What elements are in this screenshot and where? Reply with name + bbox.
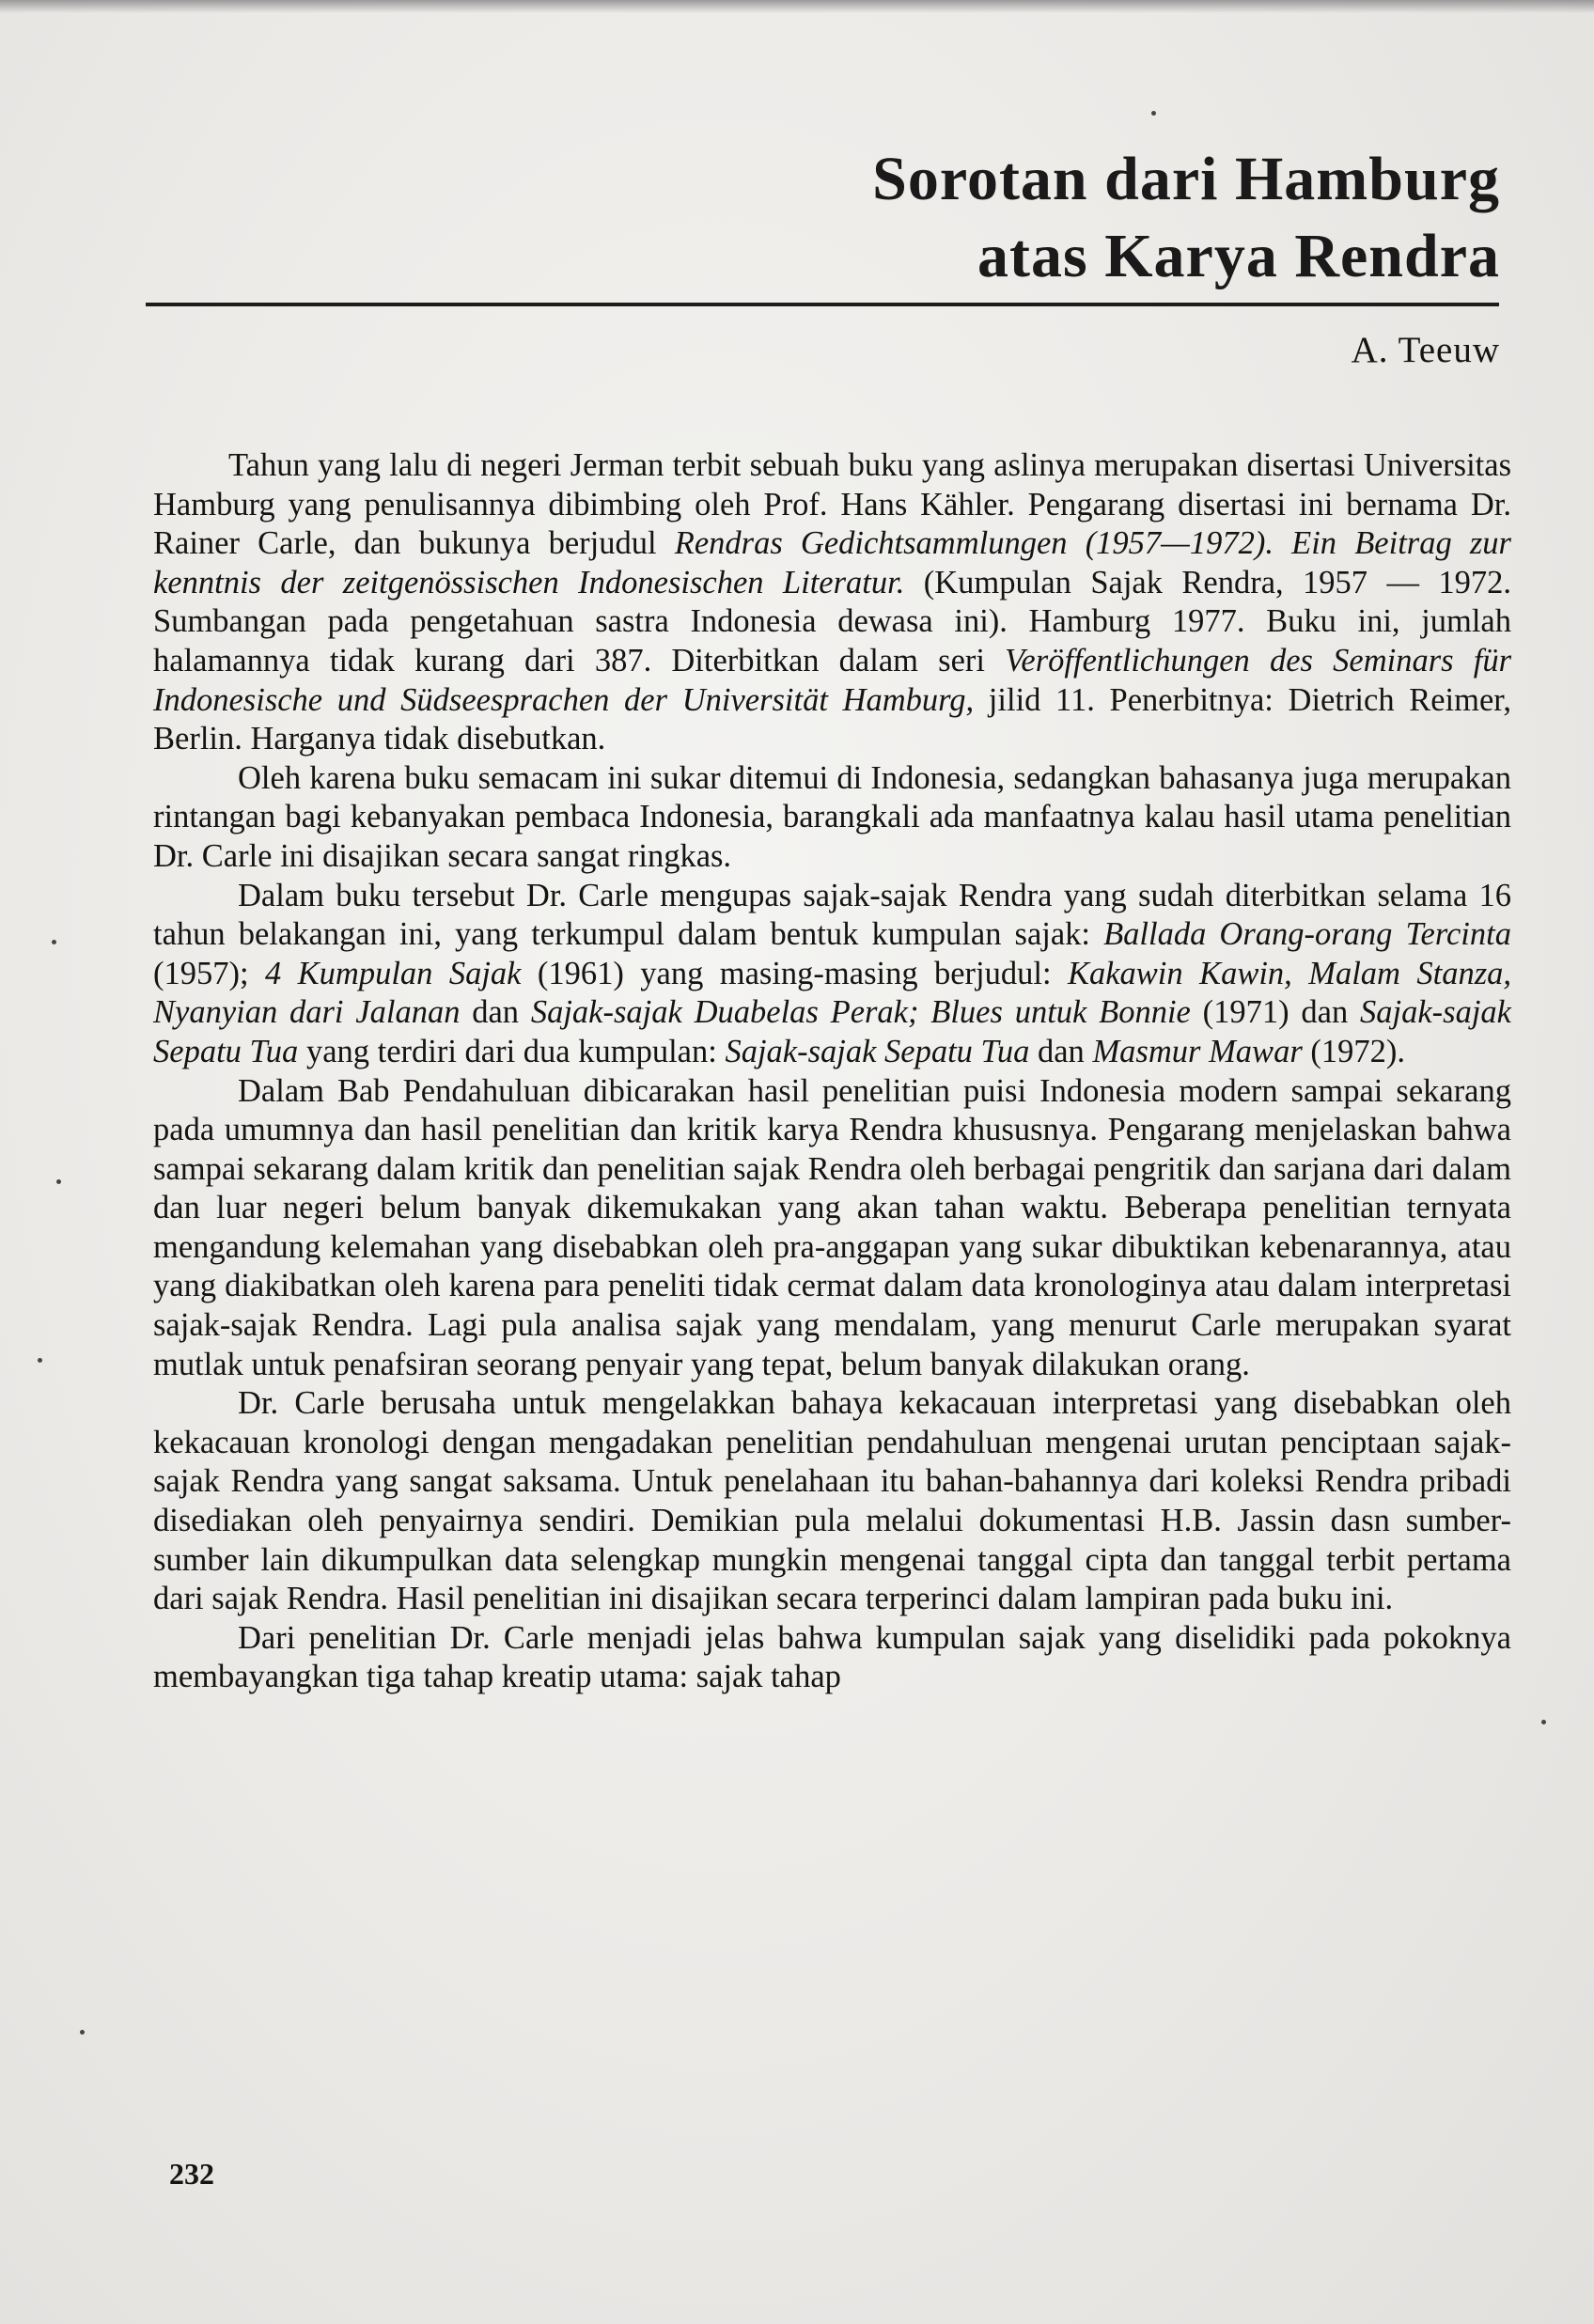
body-paragraph (153, 759, 1511, 877)
title-divider (146, 303, 1499, 306)
body-paragraph (153, 1619, 1511, 1697)
body-paragraph (153, 446, 1511, 759)
body-paragraph (153, 1072, 1511, 1385)
print-speck (38, 1358, 42, 1363)
text-run: dan (1029, 1033, 1093, 1069)
body-paragraph (153, 877, 1511, 1072)
author-name: A. Teeuw (1351, 330, 1500, 370)
italic-title-run: Sajak-sajak Duabelas Perak; Blues untuk Bonnie (530, 994, 1191, 1031)
page-number: 232 (169, 2157, 214, 2191)
print-speck (56, 1179, 61, 1184)
text-run: (1971) dan (1190, 994, 1361, 1031)
article-body (153, 446, 1511, 1697)
print-speck (1541, 1720, 1546, 1724)
text-run: Dari penelitian Dr. Carle menjadi jelas bahwa kumpulan sajak yang diselidiki pada pokoknya membayangkan tiga tahap kreatip utama: sajak tahap (153, 1619, 1511, 1695)
italic-title-run: Ballada Orang-orang Tercinta (1103, 916, 1511, 953)
body-paragraph (153, 1384, 1511, 1619)
italic-title-run: Veröffentlichungen des Seminars für Indonesische und Südseesprachen der Universität Hamburg, (153, 642, 1511, 718)
text-run: (1957); (153, 955, 265, 991)
italic-title-run: Kakawin Kawin, Malam Stanza, Nyanyian dari Jalanan (153, 955, 1511, 1031)
italic-title-run: 4 Kumpulan Sajak (264, 955, 522, 991)
italic-title-run: Sajak-sajak Sepatu Tua (153, 994, 1511, 1069)
article-title (872, 141, 1500, 295)
italic-title-run: Masmur Mawar (1092, 1033, 1303, 1069)
text-run: (1972). (1302, 1033, 1405, 1069)
text-run: Oleh karena buku semacam ini sukar ditemui di Indonesia, sedangkan bahasanya juga merupakan rintangan bagi kebanyakan pembaca Indonesia, barangkali ada manfaatnya kalau hasil utama penelitian Dr. Carle ini disajikan secara sangat ringkas. (153, 759, 1511, 874)
title-line-2: atas Karya Rendra (977, 222, 1500, 290)
print-speck (80, 2030, 85, 2035)
text-run: (1961) yang masing-masing berjudul: (521, 955, 1068, 991)
text-run: Dr. Carle berusaha untuk mengelakkan bahaya kekacauan interpretasi yang disebabkan oleh kekacauan kronologi dengan mengadakan penelitian pendahuluan mengenai urutan penciptaan sajak-sajak Rendra yang sangat saksama. Untuk penelahaan itu bahan-bahannya dari koleksi Rendra pribadi disediakan oleh penyairnya sendiri. Demikian pula melalui dokumentasi H.B. Jassin dasn sumber-sumber lain dikumpulkan data selengkap mungkin mengenai tanggal cipta dan tanggal terbit pertama dari sajak Rendra. Hasil penelitian ini disajikan secara terperinci dalam lampiran pada buku ini. (153, 1385, 1511, 1617)
print-speck (52, 940, 56, 944)
page-top-edge (0, 0, 1594, 13)
italic-title-run: Sajak-sajak Sepatu Tua (725, 1033, 1030, 1069)
text-run: jilid 11. Penerbitnya: Dietrich Reimer, Berlin. Harganya tidak disebutkan. (153, 681, 1511, 757)
text-run: (Kumpulan Sajak Rendra, 1957 — 1972. Sumbangan pada pengetahuan sastra Indonesia dewasa ini). Hamburg 1977. Buku ini, jumlah halamannya tidak kurang dari 387. Diterbitkan dalam seri (153, 564, 1511, 678)
print-speck (1151, 111, 1156, 116)
italic-title-run: Rendras Gedichtsammlungen (1957—1972). Ein Beitrag zur kenntnis der zeitgenössischen Indonesischen Literatur. (153, 525, 1511, 600)
text-run: yang terdiri dari dua kumpulan: (298, 1033, 726, 1069)
text-run: dan (460, 994, 531, 1031)
title-line-1: Sorotan dari Hamburg (872, 145, 1500, 213)
text-run: Dalam buku tersebut Dr. Carle mengupas sajak-sajak Rendra yang sudah diterbitkan selama 16 tahun belakangan ini, yang terkumpul dalam bentuk kumpulan sajak: (153, 877, 1511, 953)
text-run: Dalam Bab Pendahuluan dibicarakan hasil penelitian puisi Indonesia modern sampai sekarang pada umumnya dan hasil penelitian dan kritik karya Rendra khususnya. Pengarang menjelaskan bahwa sampai sekarang dalam kritik dan penelitian sajak Rendra oleh berbagai pengritik dan sarjana dari dalam dan luar negeri belum banyak dikemukakan yang akan tahan waktu. Beberapa penelitian ternyata mengandung kelemahan yang disebabkan oleh pra-anggapan yang sukar dibuktikan kebenarannya, atau yang diakibatkan oleh karena para peneliti tidak cermat dalam data kronologinya atau dalam interpretasi sajak-sajak Rendra. Lagi pula analisa sajak yang mendalam, yang menurut Carle merupakan syarat mutlak untuk penafsiran seorang penyair yang tepat, belum banyak dilakukan orang. (153, 1072, 1511, 1382)
text-run: Tahun yang lalu di negeri Jerman terbit sebuah buku yang aslinya merupakan disertasi Universitas Hamburg yang penulisannya dibimbing oleh Prof. Hans Kähler. Pengarang disertasi ini bernama Dr. Rainer Carle, dan bukunya berjudul (153, 447, 1511, 562)
